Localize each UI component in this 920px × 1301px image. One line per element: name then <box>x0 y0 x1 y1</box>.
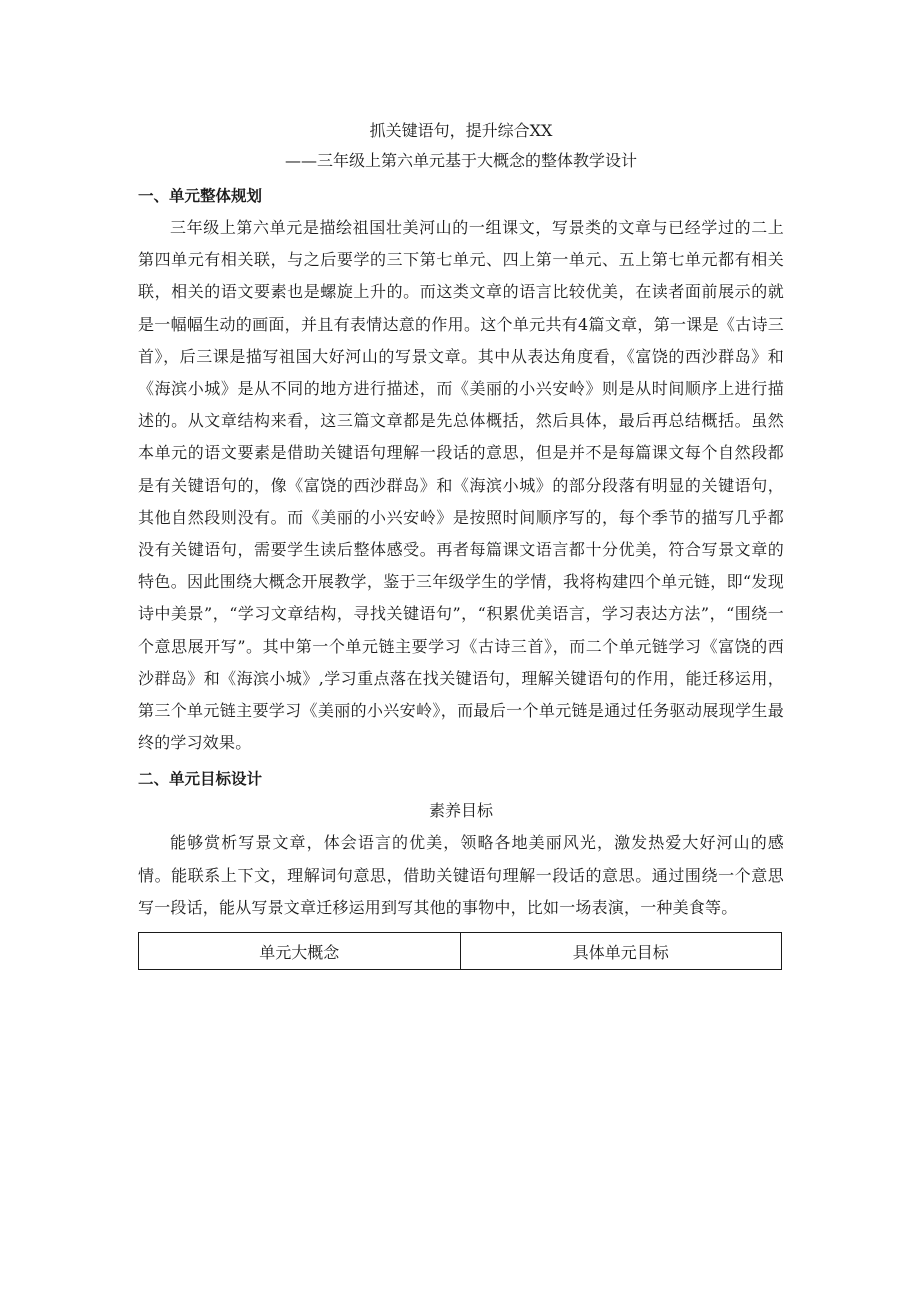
document-title: 抓关键语句，提升综合XX <box>369 121 553 140</box>
document-page <box>138 116 784 970</box>
section-heading-goals: 二、单元目标设计 <box>138 770 263 789</box>
section-heading-planning: 一、单元整体规划 <box>138 187 263 205</box>
planning-paragraph: 三年级上第六单元是描绘祖国壮美河山的一组课文，写景类的文章与已经学过的二上第四单元有相关联，与之后要学的三下第七单元、四上第一单元、五上第七单元都有相关联，相关的语文要素也是螺旋上升的。而这类文章的语言比较优美，在读者面前展示的就是一幅幅生动的画面，并且有表情达意的作用。这个单元共有4篇文章，第一课是《古诗三首》，后三课是描写祖国大好河山的写景文章。其中从表达角度看，《富饶的西沙群岛》和《海滨小城》是从不同的地方进行描述，而《美丽的小兴安岭》则是从时间顺序上进行描述的。从文章结构来看，这三篇文章都是先总体概括，然后具体，最后再总结概括。虽然本单元的语文要素是借助关键语句理解一段话的意思，但是并不是每篇课文每个自然段都是有关键语句的，像《富饶的西沙群岛》和《海滨小城》的部分段落有明显的关键语句，其他自然段则没有。而《美丽的小兴安岭》是按照时间顺序写的，每个季节的描写几乎都没有关键语句，需要学生读后整体感受。再者每篇课文语言都十分优美，符合写景文章的特色。因此围绕大概念开展教学，鉴于三年级学生的学情，我将构建四个单元链，即“发现诗中美景”，“学习文章结构，寻找关键语句”，“积累优美语言，学习表达方法”，“围绕一个意思展开写”。其中第一个单元链主要学习《古诗三首》，而二个单元链学习《富饶的西沙群岛》和《海滨小城》,学习重点落在找关键语句，理解关键语句的作用，能迁移运用，第三个单元链主要学习《美丽的小兴安岭》，而最后一个单元链是通过任务驱动展现学生最终的学习效果。 <box>138 218 784 753</box>
unit-goals-table <box>138 932 782 970</box>
table-header-unit-goals: 具体单元目标 <box>460 933 782 970</box>
table-header-big-concept: 单元大概念 <box>139 933 461 970</box>
literacy-goals-heading: 素养目标 <box>428 801 493 821</box>
table-header-row <box>139 933 782 970</box>
document-subtitle: ——三年级上第六单元基于大概念的整体教学设计 <box>284 151 637 170</box>
literacy-goals-paragraph: 能够赏析写景文章，体会语言的优美，领略各地美丽风光，激发热爱大好河山的感情。能联系上下文，理解词句意思，借助关键语句理解一段话的意思。通过围绕一个意思写一段话，能从写景文章迁移运用到写其他的事物中，比如一场表演，一种美食等。 <box>138 833 784 917</box>
